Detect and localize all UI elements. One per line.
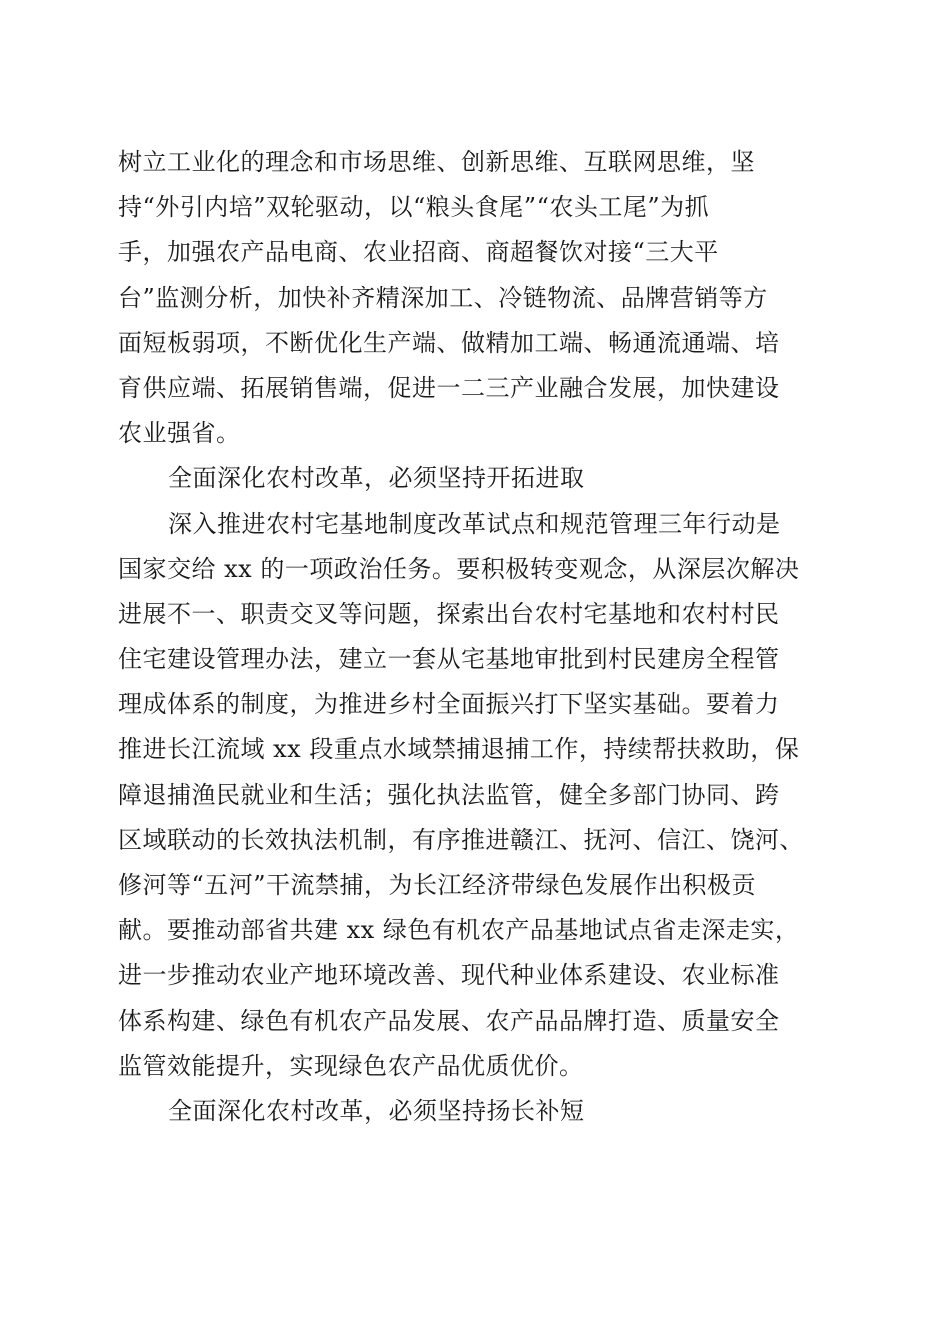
text-line: 进一步推动农业产地环境改善、现代种业体系建设、农业标准: [118, 961, 780, 990]
text-line: 献。要推动部省共建 xx 绿色有机农产品基地试点省走深走实，: [118, 916, 800, 945]
text-line: 障退捕渔民就业和生活；强化执法监管，健全多部门协同、跨: [118, 780, 780, 809]
text-line: 手，加强农产品电商、农业招商、商超餐饮对接“三大平: [118, 238, 719, 267]
text-line: 树立工业化的理念和市场思维、创新思维、互联网思维，坚: [118, 148, 755, 176]
text-line: 修河等“五河”干流禁捕，为长江经济带绿色发展作出积极贡: [118, 871, 757, 899]
text-line: 推进长江流域 xx 段重点水域禁捕退捕工作，持续帮扶救助，保: [118, 735, 800, 764]
text-line: 监管效能提升，实现绿色农产品优质优价。: [118, 1051, 584, 1080]
text-line: 面短板弱项，不断优化生产端、做精加工端、畅通流通端、培: [118, 328, 780, 357]
text-line: 农业强省。: [118, 419, 241, 448]
text-line: 体系构建、绿色有机农产品发展、农产品品牌打造、质量安全: [118, 1006, 780, 1035]
paragraph-first-line: 深入推进农村宅基地制度改革试点和规范管理三年行动是: [168, 509, 781, 538]
text-line: 理成体系的制度，为推进乡村全面振兴打下坚实基础。要着力: [118, 690, 780, 719]
text-line: 台”监测分析，加快补齐精深加工、冷链物流、品牌营销等方: [118, 283, 768, 312]
text-line: 进展不一、职责交叉等问题，探索出台农村宅基地和农村村民: [118, 599, 780, 628]
text-line: 育供应端、拓展销售端，促进一二三产业融合发展，加快建设: [118, 373, 780, 402]
document-body: [118, 140, 838, 1134]
text-line: 住宅建设管理办法，建立一套从宅基地审批到村民建房全程管: [118, 645, 780, 674]
text-line: 区域联动的长效执法机制，有序推进赣江、抚河、信江、饶河、: [118, 825, 804, 854]
text-line: 持“外引内培”双轮驱动，以“粮头食尾”“农头工尾”为抓: [118, 193, 710, 222]
section-heading: 全面深化农村改革，必须坚持扬长补短: [168, 1096, 585, 1125]
text-line: 国家交给 xx 的一项政治任务。要积极转变观念，从深层次解决: [118, 554, 800, 583]
section-heading: 全面深化农村改革，必须坚持开拓进取: [168, 464, 585, 493]
